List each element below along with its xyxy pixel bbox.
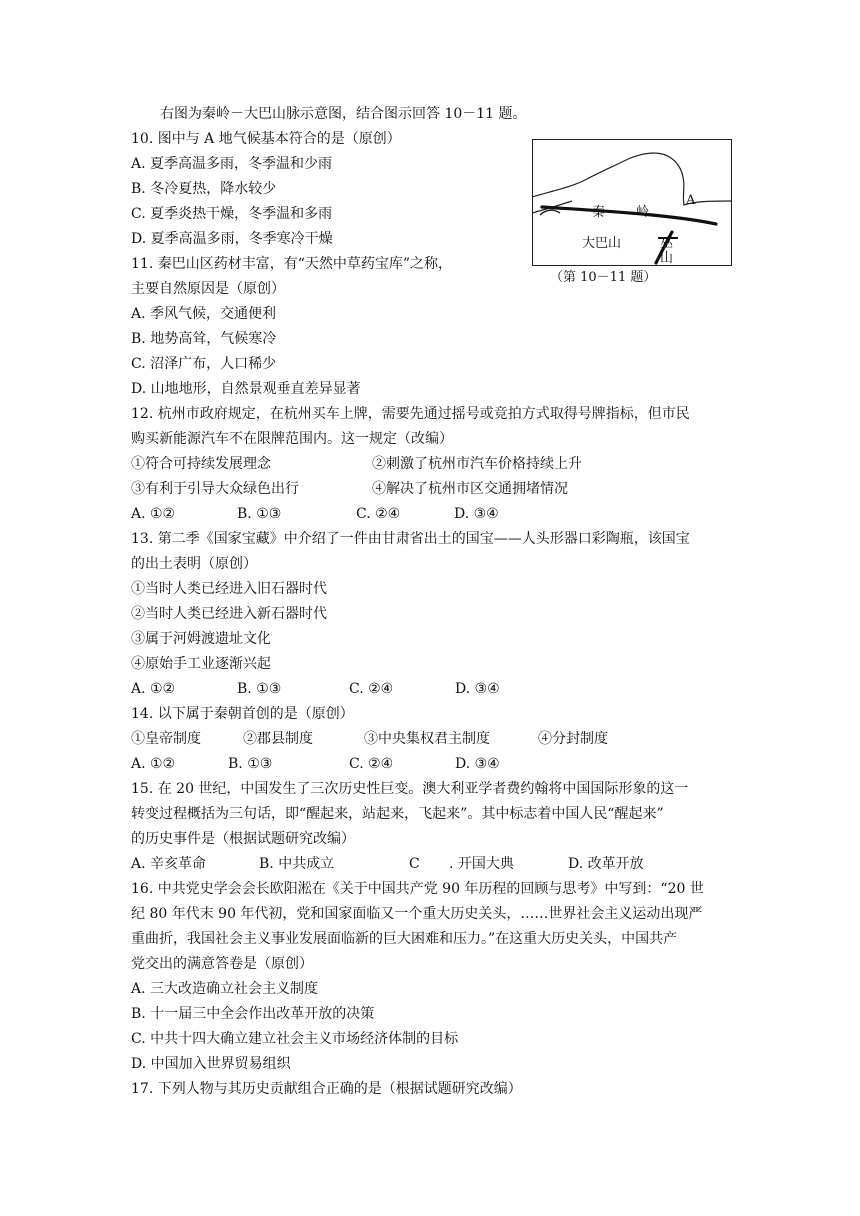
- q15-stem: 15. 在 20 世纪，中国发生了三次历史性巨变。澳大利亚学者费约翰将中国国际形象的这一: [131, 781, 689, 797]
- q15-choice-b: B. 中共成立: [259, 856, 335, 872]
- q14-item-3: ③中央集权君主制度: [364, 731, 490, 747]
- q16-stem-cont-1: 纪 80 年代末 90 年代初，党和国家面临又一个重大历史关头，……世界社会主义运动出现严: [131, 906, 703, 922]
- map-label-qin: 秦: [592, 205, 606, 220]
- q14-item-4: ④分封制度: [538, 731, 608, 747]
- q14-choice-c: C. ②④: [349, 756, 394, 772]
- q12-choice-a: A. ①②: [131, 506, 176, 522]
- map-label-wu: 巫: [660, 236, 674, 251]
- q14-item-1: ①皇帝制度: [131, 731, 201, 747]
- q11-stem-cont: 主要自然原因是（原创）: [131, 281, 285, 297]
- map-frame: [533, 140, 732, 266]
- q11-option-a: A. 季风气候，交通便利: [131, 306, 277, 322]
- map-label-a: A: [686, 193, 696, 208]
- map-caption: （第 10－11 题）: [550, 270, 657, 285]
- q17-stem: 17. 下列人物与其历史贡献组合正确的是（根据试题研究改编）: [131, 1081, 522, 1097]
- q13-item-2: ②当时人类已经进入新石器时代: [131, 606, 327, 622]
- map-label-ling: 岭: [636, 205, 650, 220]
- q16-option-c: C. 中共十四大确立建立社会主义市场经济体制的目标: [131, 1031, 459, 1047]
- q14-choice-b: B. ①③: [228, 756, 273, 772]
- q14-stem: 14. 以下属于秦朝首创的是（原创）: [131, 706, 354, 722]
- q11-option-d: D. 山地地形，自然景观垂直差异显著: [131, 381, 361, 397]
- q11-option-b: B. 地势高耸，气候寒冷: [131, 331, 277, 347]
- q12-stem-cont: 购买新能源汽车不在限牌范围内。这一规定（改编）: [131, 431, 453, 447]
- q16-stem-cont-3: 党交出的满意答卷是（原创）: [131, 956, 313, 972]
- q12-item-3: ③有利于引导大众绿色出行: [131, 481, 299, 497]
- q12-choice-b: B. ①③: [237, 506, 282, 522]
- q10-stem: 10. 图中与 A 地气候基本符合的是（原创）: [131, 131, 401, 147]
- q16-option-d: D. 中国加入世界贸易组织: [131, 1056, 291, 1072]
- q12-item-4: ④解决了杭州市区交通拥堵情况: [372, 481, 568, 497]
- q16-option-a: A. 三大改造确立社会主义制度: [131, 981, 319, 997]
- q13-item-4: ④原始手工业逐渐兴起: [131, 656, 271, 672]
- q11-stem: 11. 秦巴山区药材丰富，有“天然中草药宝库”之称，: [131, 256, 453, 272]
- q12-stem: 12. 杭州市政府规定，在杭州买车上牌，需要先通过摇号或竞拍方式取得号牌指标，但市民: [131, 406, 690, 422]
- q13-choice-c: C. ②④: [349, 681, 394, 697]
- q10-option-c: C. 夏季炎热干燥，冬季温和多雨: [131, 206, 333, 222]
- q14-choice-d: D. ③④: [455, 756, 500, 772]
- q12-item-1: ①符合可持续发展理念: [131, 456, 271, 472]
- map-label-dabashan: 大巴山: [582, 236, 622, 251]
- q15-stem-cont-1: 转变过程概括为三句话，即“醒起来，站起来，飞起来”。其中标志着中国人民“醒起来”: [131, 806, 664, 822]
- q14-item-2: ②郡县制度: [243, 731, 313, 747]
- intro-text: 右图为秦岭－大巴山脉示意图，结合图示回答 10－11 题。: [160, 106, 527, 122]
- q10-option-a: A. 夏季高温多雨，冬季温和少雨: [131, 156, 333, 172]
- q10-option-b: B. 冬冷夏热，降水较少: [131, 181, 277, 197]
- q13-stem-cont: 的出土表明（原创）: [131, 556, 257, 572]
- q10-option-d: D. 夏季高温多雨，冬季寒冷干燥: [131, 231, 333, 247]
- q15-stem-cont-2: 的历史事件是（根据试题研究改编）: [131, 831, 355, 847]
- q13-stem: 13. 第二季《国家宝藏》中介绍了一件由甘肃省出土的国宝——人头形器口彩陶瓶，该国宝: [131, 531, 690, 547]
- q12-choice-c: C. ②④: [356, 506, 401, 522]
- q15-choice-c-letter: C: [409, 856, 420, 872]
- q13-item-3: ③属于河姆渡遗址文化: [131, 631, 271, 647]
- map-label-shan: 山: [660, 251, 674, 266]
- q12-choice-d: D. ③④: [454, 506, 499, 522]
- q13-choice-d: D. ③④: [455, 681, 500, 697]
- q12-item-2: ②刺激了杭州市汽车价格持续上升: [372, 456, 582, 472]
- q15-choice-d: D. 改革开放: [568, 856, 644, 872]
- q13-choice-b: B. ①③: [237, 681, 282, 697]
- q16-stem-cont-2: 重曲折，我国社会主义事业发展面临新的巨大困难和压力。”在这重大历史关头，中国共产: [131, 931, 678, 947]
- q13-choice-a: A. ①②: [131, 681, 176, 697]
- q13-item-1: ①当时人类已经进入旧石器时代: [131, 581, 327, 597]
- q11-option-c: C. 沼泽广布，人口稀少: [131, 356, 277, 372]
- qinling-dabashan-map: [532, 139, 732, 266]
- q16-stem: 16. 中共党史学会会长欧阳淞在《关于中国共产党 90 年历程的回顾与思考》中写到：“20 世: [131, 881, 704, 897]
- q15-choice-a: A. 辛亥革命: [131, 856, 207, 872]
- q15-choice-c-text: . 开国大典: [449, 856, 514, 872]
- q16-option-b: B. 十一届三中全会作出改革开放的决策: [131, 1006, 375, 1022]
- q14-choice-a: A. ①②: [131, 756, 176, 772]
